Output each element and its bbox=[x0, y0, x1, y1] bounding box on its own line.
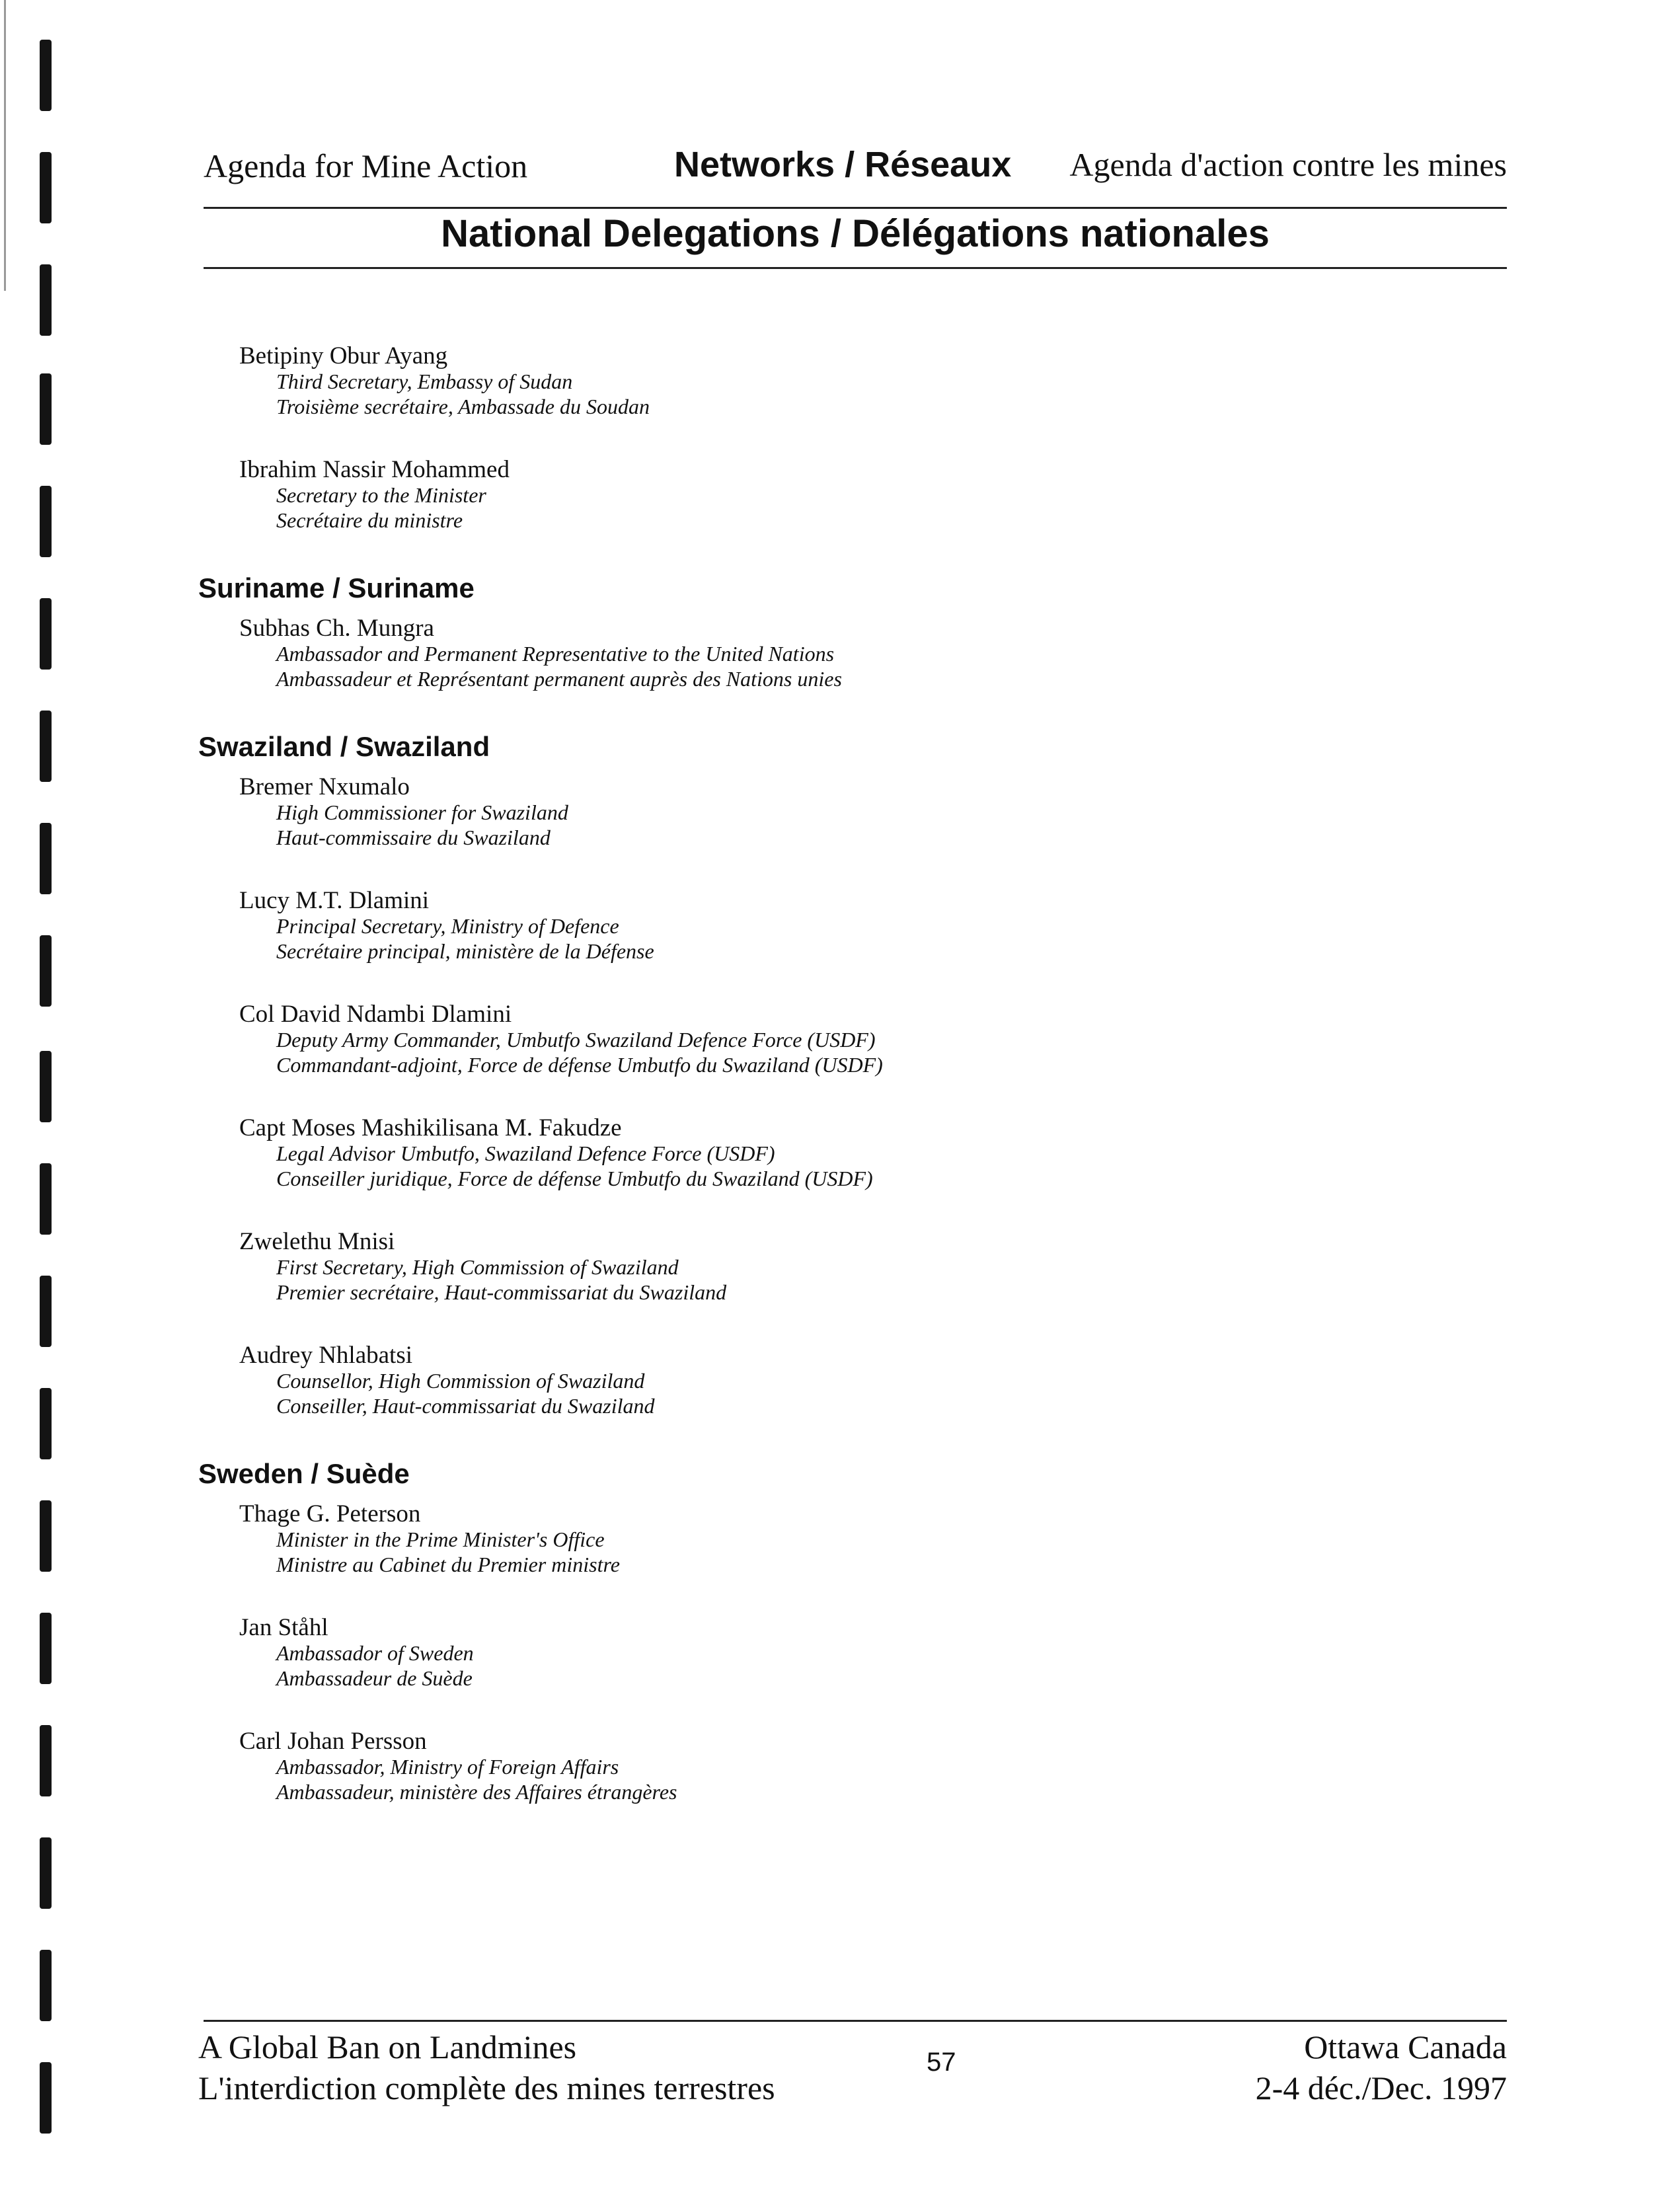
delegate-name: Audrey Nhlabatsi bbox=[239, 1342, 413, 1369]
footer-rule bbox=[204, 2020, 1507, 2022]
delegate-role: Ambassadeur et Représentant permanent auprès des Nations unies bbox=[276, 667, 842, 691]
delegate-entry bbox=[239, 1116, 1322, 1191]
binding-hole bbox=[40, 40, 52, 111]
delegate-entry bbox=[239, 1615, 1322, 1691]
delegate-role: Principal Secretary, Ministry of Defence bbox=[276, 914, 619, 938]
page-number: 57 bbox=[927, 2048, 956, 2077]
delegate-role: Ministre au Cabinet du Premier ministre bbox=[276, 1553, 620, 1576]
footer-right-line1: Ottawa Canada bbox=[1304, 2028, 1507, 2065]
delegate-role: Ambassador, Ministry of Foreign Affairs bbox=[276, 1755, 619, 1779]
header-rule bbox=[204, 207, 1507, 209]
binding-hole bbox=[40, 823, 52, 894]
delegate-role: Conseiller, Haut-commissariat du Swaziland bbox=[276, 1394, 655, 1418]
delegate-role: Ambassadeur, ministère des Affaires étrangères bbox=[276, 1780, 677, 1804]
binding-hole bbox=[40, 1500, 52, 1572]
delegate-role: Ambassador of Sweden bbox=[276, 1641, 474, 1665]
delegate-entry bbox=[239, 1229, 1322, 1305]
delegate-entry bbox=[239, 1002, 1322, 1077]
footer-right bbox=[1256, 2026, 1507, 2108]
binding-hole bbox=[40, 1051, 52, 1122]
delegate-entry bbox=[239, 1729, 1322, 1804]
binding-hole bbox=[40, 1388, 52, 1459]
delegate-entry bbox=[239, 1502, 1322, 1577]
binding-hole bbox=[40, 152, 52, 223]
delegate-entry bbox=[239, 775, 1322, 850]
delegate-role: Legal Advisor Umbutfo, Swaziland Defence Force (USDF) bbox=[276, 1141, 775, 1165]
binding-hole bbox=[40, 264, 52, 336]
binding-hole bbox=[40, 711, 52, 782]
binding-hole bbox=[40, 598, 52, 670]
delegate-name: Zwelethu Mnisi bbox=[239, 1228, 395, 1255]
delegate-name: Capt Moses Mashikilisana M. Fakudze bbox=[239, 1114, 622, 1141]
binding-edge bbox=[4, 0, 6, 291]
delegate-name: Bremer Nxumalo bbox=[239, 773, 410, 800]
delegate-role: Secrétaire du ministre bbox=[276, 508, 463, 532]
header-left-title: Agenda for Mine Action bbox=[204, 147, 528, 184]
delegate-role: Secrétaire principal, ministère de la Défense bbox=[276, 939, 654, 963]
delegate-name: Betipiny Obur Ayang bbox=[239, 342, 448, 369]
country-heading: Sweden / Suède bbox=[198, 1458, 410, 1489]
footer-left-line2: L'interdiction complète des mines terrestres bbox=[198, 2069, 775, 2106]
footer-left bbox=[198, 2026, 775, 2108]
delegate-role: Ambassadeur de Suède bbox=[276, 1666, 473, 1690]
binding-hole bbox=[40, 1163, 52, 1235]
header-right-title: Agenda d'action contre les mines bbox=[1069, 146, 1507, 183]
delegate-name: Jan Ståhl bbox=[239, 1614, 328, 1641]
delegate-role: Minister in the Prime Minister's Office bbox=[276, 1527, 605, 1551]
page-footer bbox=[198, 2026, 1507, 2112]
delegate-entry bbox=[239, 344, 1322, 419]
delegate-role: Haut-commissaire du Swaziland bbox=[276, 826, 551, 849]
binding-holes bbox=[0, 0, 79, 2195]
delegate-entry bbox=[239, 888, 1322, 964]
delegate-name: Carl Johan Persson bbox=[239, 1728, 427, 1755]
binding-hole bbox=[40, 935, 52, 1007]
delegate-name: Lucy M.T. Dlamini bbox=[239, 887, 430, 914]
binding-hole bbox=[40, 1276, 52, 1347]
delegate-role: Counsellor, High Commission of Swaziland bbox=[276, 1369, 645, 1393]
delegation-list bbox=[198, 344, 1322, 1843]
section-title: National Delegations / Délégations nationales bbox=[441, 212, 1270, 255]
footer-left-line1: A Global Ban on Landmines bbox=[198, 2028, 577, 2065]
delegate-name: Col David Ndambi Dlamini bbox=[239, 1001, 512, 1028]
binding-hole bbox=[40, 1950, 52, 2021]
binding-hole bbox=[40, 373, 52, 445]
delegate-name: Thage G. Peterson bbox=[239, 1500, 421, 1527]
delegate-role: Conseiller juridique, Force de défense Umbutfo du Swaziland (USDF) bbox=[276, 1167, 873, 1190]
delegate-role: Troisième secrétaire, Ambassade du Soudan bbox=[276, 395, 650, 418]
delegate-role: Premier secrétaire, Haut-commissariat du Swaziland bbox=[276, 1280, 727, 1304]
binding-hole bbox=[40, 1725, 52, 1796]
binding-hole bbox=[40, 2062, 52, 2134]
delegate-role: Secretary to the Minister bbox=[276, 483, 486, 507]
delegate-name: Ibrahim Nassir Mohammed bbox=[239, 456, 510, 483]
country-heading: Swaziland / Swaziland bbox=[198, 731, 490, 762]
delegate-entry bbox=[239, 1343, 1322, 1418]
delegate-role: High Commissioner for Swaziland bbox=[276, 800, 568, 824]
delegate-role: Commandant-adjoint, Force de défense Umbutfo du Swaziland (USDF) bbox=[276, 1053, 883, 1077]
binding-hole bbox=[40, 486, 52, 557]
delegate-name: Subhas Ch. Mungra bbox=[239, 615, 434, 642]
delegate-role: Deputy Army Commander, Umbutfo Swaziland Defence Force (USDF) bbox=[276, 1028, 876, 1052]
delegate-role: Ambassador and Permanent Representative to the United Nations bbox=[276, 642, 835, 666]
delegate-role: First Secretary, High Commission of Swaziland bbox=[276, 1255, 679, 1279]
binding-hole bbox=[40, 1837, 52, 1909]
header-center-title: Networks / Réseaux bbox=[674, 145, 1012, 184]
delegate-entry bbox=[239, 616, 1322, 691]
binding-hole bbox=[40, 1613, 52, 1684]
section-rule bbox=[204, 267, 1507, 269]
footer-right-line2: 2-4 déc./Dec. 1997 bbox=[1255, 2069, 1507, 2106]
page-header bbox=[204, 141, 1507, 194]
delegate-role: Third Secretary, Embassy of Sudan bbox=[276, 369, 573, 393]
delegate-entry bbox=[239, 457, 1322, 533]
country-heading: Suriname / Suriname bbox=[198, 572, 475, 603]
